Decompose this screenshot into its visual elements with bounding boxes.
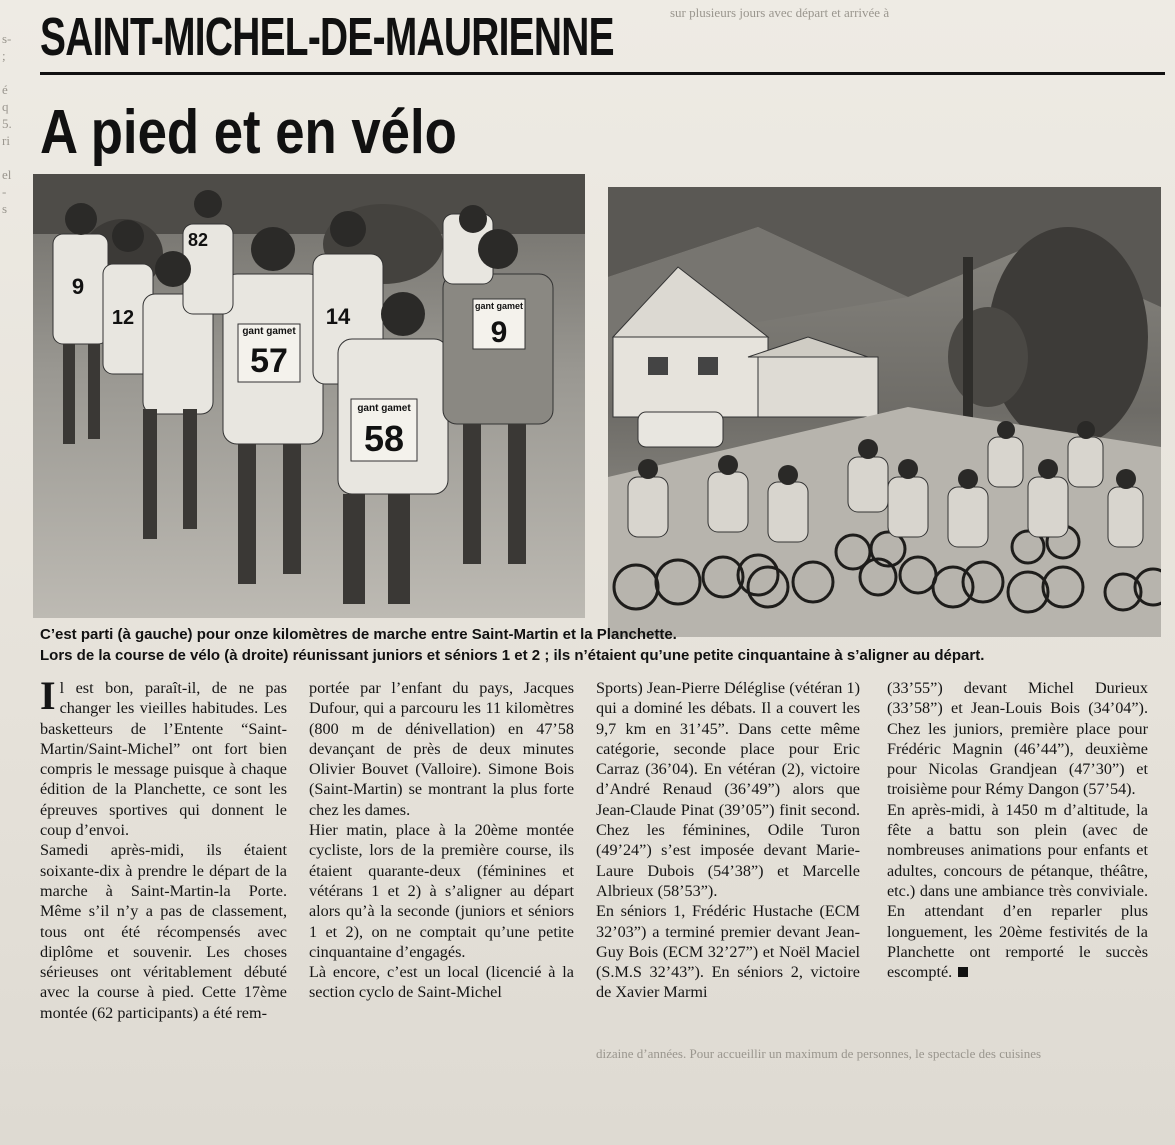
bib-12: 12 <box>111 307 135 329</box>
drop-cap: I <box>40 673 56 718</box>
column-4-text: (33’55”) devant Michel Durieux (33’58”) et Jean-Louis Bois (34’04”). Chez les juniors, première place pour Frédéric Magnin (46’44”), deuxième pour Nicolas Grandjean (47’30”) et troisième pour Rémy Dangon (57’54). En après-midi, à 1450 m d’altitude, la fête a battu son plein (avec de nombreuses animations pour enfants et adultes, concours de pétanque, théâtre, etc.) dans une ambiance très conviviale. En attendant d’en reparler plus longuement, les 20ème festivités de la Planchette ont remporté le succès escompté. <box>887 679 1148 982</box>
caption-line-2: Lors de la course de vélo (à droite) réunissant juniors et séniors 1 et 2 ; ils n’étaient qu’une petite cinquantaine à s’aligner au départ. <box>40 647 985 664</box>
bleed-left-column: s- ; é q 5. ri el - s <box>2 31 12 216</box>
bib-brand-58: gant gamet <box>357 403 411 414</box>
caption-line-1: C’est parti (à gauche) pour onze kilomètres de marche entre Saint-Martin et la Planchette. <box>40 626 677 643</box>
photo-cyclists <box>608 187 1161 637</box>
photo-marchers-image <box>33 174 585 618</box>
header-rule <box>40 72 1165 75</box>
article-headline: A pied et en vélo <box>40 98 457 167</box>
bib-57: 57 <box>250 342 288 380</box>
bleed-top-text: sur plusieurs jours avec départ et arrivée à <box>670 5 890 20</box>
bib-9-right: 9 <box>490 316 508 349</box>
bib-58: 58 <box>363 418 405 459</box>
article-column-3: Sports) Jean-Pierre Déléglise (vétéran 1) qui a dominé les débats. Il a couvert les 9,7 km en 31’45”. Dans cette même catégorie, seconde place pour Eric Carraz (36’04). En vétéran (2), victoire d’André Renaud (36’49”) alors que Jean-Claude Pinat (39’05”) finit second. Chez les féminines, Odile Turon (49’24”) s’est imposée devant Marie-Laure Dubois (54’38”) et Marcelle Albrieux (58’53”). En séniors 1, Frédéric Hustache (ECM 32’03”) a terminé premier devant Jean-Guy Bois (ECM 32’27”) et Noël Maciel (S.M.S 32’43”). En séniors 2, victoire de Xavier Marmi <box>596 679 860 1002</box>
photo-caption <box>40 624 1160 666</box>
article-column-4 <box>887 678 1148 982</box>
locality-banner: SAINT-MICHEL-DE-MAURIENNE <box>40 7 614 67</box>
bib-9-left: 9 <box>71 274 85 299</box>
end-mark <box>958 967 968 977</box>
bib-brand-57: gant gamet <box>242 326 296 337</box>
bleed-bottom-text: dizaine d’années. Pour accueillir un maximum de personnes, le spectacle des cuisines <box>596 1046 1042 1061</box>
bib-brand-9: gant gamet <box>474 301 524 311</box>
bib-82: 82 <box>187 230 209 250</box>
photo-cyclists-image <box>608 187 1161 637</box>
article-column-1 <box>40 673 287 1023</box>
article-column-2: portée par l’enfant du pays, Jacques Dufour, qui a parcouru les 11 kilomètres (800 m de dénivellation) en 47’58 devançant de près de deux minutes Olivier Bouvet (Valloire). Simone Bois (Saint-Martin) se montrant la plus forte chez les dames. Hier matin, place à la 20ème montée cycliste, lors de la première course, ils étaient quarante-deux (féminines et vétérans 1 et 2) à s’aligner au départ alors qu’à la seconde (juniors et séniors 1 et 2), on ne comptait qu’une petite cinquantaine d’engagés. Là encore, c’est un local (licencié à la section cyclo de Saint-Michel <box>309 679 574 1002</box>
bib-14: 14 <box>325 304 351 329</box>
column-1-text: l est bon, paraît-il, de ne pas changer les vieilles habitudes. Les basketteurs de l’Entente “Saint-Martin/Saint-Michel” ont fort bien compris le message puisque à chaque édition de la Planchette, ce sont les épreuves sportives qui donnent le coup d’envoi. Samedi après-midi, ils étaient soixante-dix à prendre le départ de la marche à Saint-Martin-la Porte. Même s’il n’y a pas de classement, tous ont été récompensés avec diplôme et souvenir. Les choses sérieuses ont véritablement débuté avec la course à pied. Cette 17ème montée (62 participants) a été rem- <box>40 679 287 1022</box>
photo-marchers <box>33 174 585 618</box>
